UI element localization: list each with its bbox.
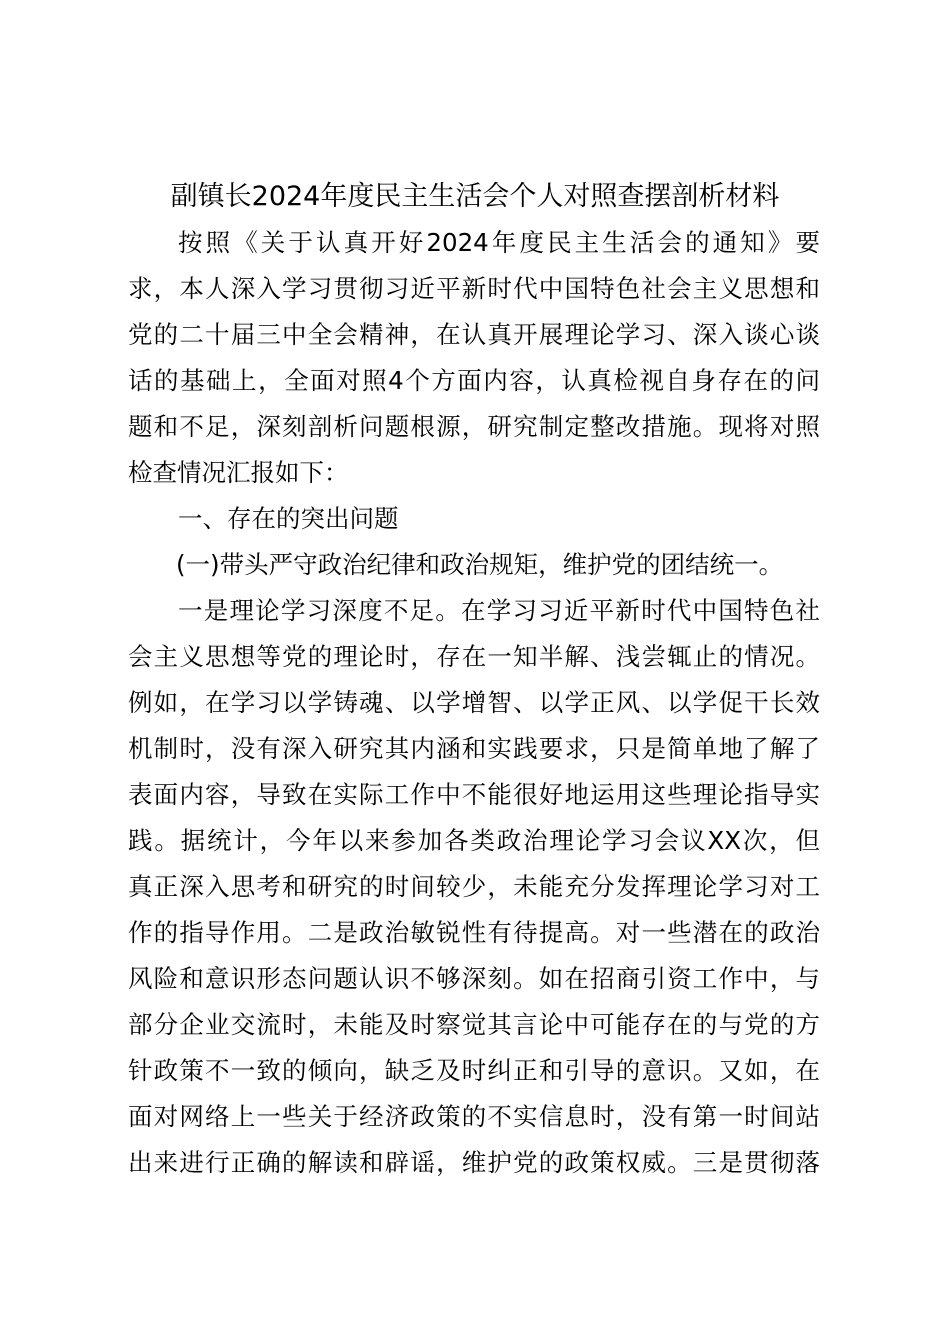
subsection-heading: (一)带头严守政治纪律和政治规矩，维护党的团结统一。: [176, 550, 784, 579]
body-line: 风险和意识形态问题认识不够深刻。如在招商引资工作中，与: [128, 964, 820, 993]
intro-line: 话的基础上，全面对照4个方面内容，认真检视自身存在的问: [128, 366, 820, 395]
intro-line: 检查情况汇报如下：: [128, 458, 349, 487]
body-line: 出来进行正确的解读和辟谣，维护党的政策权威。三是贯彻落: [128, 1148, 820, 1177]
body-line: 部分企业交流时，未能及时察觉其言论中可能存在的与党的方: [128, 1010, 820, 1039]
body-line: 作的指导作用。二是政治敏锐性有待提高。对一些潜在的政治: [128, 918, 820, 947]
body-line: 一是理论学习深度不足。在学习习近平新时代中国特色社: [178, 596, 820, 625]
intro-line: 党的二十届三中全会精神，在认真开展理论学习、深入谈心谈: [128, 320, 820, 349]
body-line: 表面内容，导致在实际工作中不能很好地运用这些理论指导实: [128, 780, 820, 809]
body-line: 践。据统计，今年以来参加各类政治理论学习会议XX次，但: [128, 826, 820, 855]
body-line: 面对网络上一些关于经济政策的不实信息时，没有第一时间站: [128, 1102, 820, 1131]
intro-line: 按照《关于认真开好2024年度民主生活会的通知》要: [178, 228, 820, 257]
body-line: 真正深入思考和研究的时间较少，未能充分发挥理论学习对工: [128, 872, 820, 901]
body-line: 例如，在学习以学铸魂、以学增智、以学正风、以学促干长效: [128, 688, 820, 717]
body-line: 机制时，没有深入研究其内涵和实践要求，只是简单地了解了: [128, 734, 820, 763]
body-line: 会主义思想等党的理论时，存在一知半解、浅尝辄止的情况。: [128, 642, 820, 671]
body-line: 针政策不一致的倾向，缺乏及时纠正和引导的意识。又如，在: [128, 1056, 820, 1085]
section-heading: 一、存在的突出问题: [178, 504, 399, 533]
intro-line: 求，本人深入学习贯彻习近平新时代中国特色社会主义思想和: [128, 274, 820, 303]
document-title: 副镇长2024年度民主生活会个人对照查摆剖析材料: [170, 181, 780, 212]
intro-line: 题和不足，深刻剖析问题根源，研究制定整改措施。现将对照: [128, 412, 820, 441]
